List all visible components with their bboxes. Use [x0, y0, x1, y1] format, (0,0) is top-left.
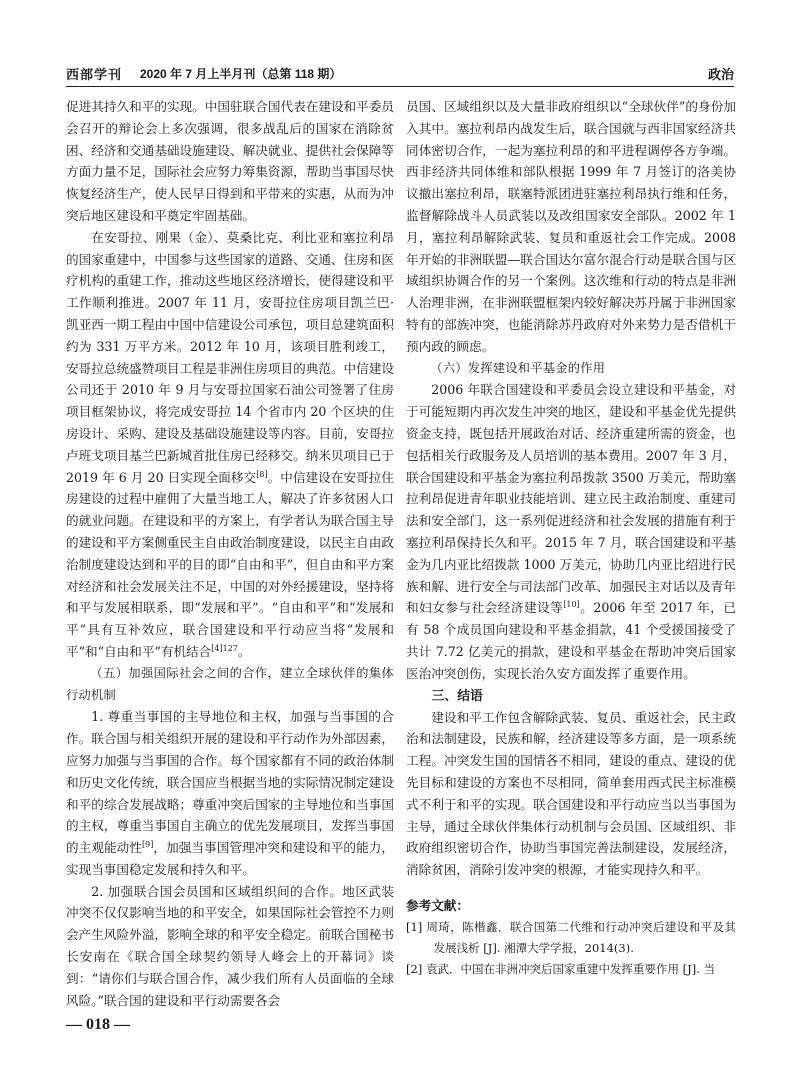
section-heading: 三、结语 [431, 687, 483, 703]
page-header [66, 62, 734, 86]
header-rule [66, 86, 734, 87]
paragraph: 1. 尊重当事国的主导地位和主权，加强与当事国的合作。联合国与相关组织开展的建设和平行动作为外部因素，应努力加强与当事国的合作。每个国家都有不同的政治体制和历史文化传统，联合国应当根据当地的实际情况制定建设和平的综合发展战略；尊重冲突后国家的主导地位和当事国的主权，尊重当事国自主确立的优先发展项目，发挥当事国的主观能动性[9]，加强当事国管理冲突和建设和平的能力，实现当事国稳定发展和持久和平。 [66, 709, 395, 877]
citation: [8] [256, 469, 268, 479]
page-number: — 018 — [66, 1016, 130, 1033]
issue-info: 2020 年 7 月上半月刊（总第 118 期） [140, 67, 342, 81]
paragraph: 2. 加强联合国会员国和区域组织间的合作。地区武装冲突不仅仅影响当地的和平安全，如果国际社会管控不力则会产生风险外溢，影响全球的和平安全稳定。前联合国秘书长安南在《联合国全球契约领导人峰会上的开幕词》谈到：“请你们与联合国合作，减少我们所有人员面临的全球风险。”联合国的建设和平行动需要各会 [66, 883, 394, 1008]
right-column [406, 96, 736, 980]
citation: [4]127 [211, 643, 238, 653]
citation: [10] [563, 600, 580, 610]
subsection-heading: （六）发挥建设和平基金的作用 [430, 360, 606, 375]
journal-name: 西部学刊 [66, 67, 123, 82]
left-column [66, 96, 394, 1011]
section-label: 政治 [707, 67, 734, 82]
paragraph: 员国、区域组织以及大量非政府组织以“全球伙伴”的身份加入其中。塞拉利昂内战发生后，联合国就与西非国家经济共同体密切合作，一起为塞拉利昂的和平进程调停各方争端。西非经济共同体维和部队根据 1999 年 7 月签订的洛美协议撤出塞拉利昂，联塞特派团进驻塞拉利昂执行维和任务，监督解除战斗人员武装以及改组国家安全部队。2002 年 1 月，塞拉利昂解除武装、复员和重返社会工作完成。2008 年开始的非洲联盟—联合国达尔富尔混合行动是联合国与区域组织协调合作的另一个案例。这次维和行动的特点是非洲人治理非洲，在非洲联盟框架内较好解决苏丹属于非洲国家特有的部族冲突，也能消除苏丹政府对外来势力是否借机干预内政的顾虑。 [406, 99, 736, 354]
paragraph: 建设和平工作包含解除武装、复员、重返社会，民主政治和法制建设，民族和解，经济建设等多方面，是一项系统工程。冲突发生国的国情各不相同，建设的重点、建设的优先目标和建设的方案也不尽相同，简单套用西式民主标准模式不利于和平的实现。联合国建设和平行动应当以当事国为主导，通过全球伙伴集体行动机制与会员国、区域组织、非政府组织密切合作，协助当事国完善法制建设，发展经济，消除贫困，消除引发冲突的根源，才能实现持久和平。 [406, 709, 736, 878]
reference-item: [1] 周琦，陈楷鑫．联合国第二代维和行动冲突后建设和平及其发展浅析 [J]. 湘潭大学学报，2014(3). [406, 919, 736, 955]
citation: [9] [142, 839, 154, 849]
paragraph: 2006 年联合国建设和平委员会设立建设和平基金，对于可能短期内再次发生冲突的地区，建设和平基金优先提供资金支持，既包括开展政治对话、经济重建所需的资金，也包括相关行政服务及人员培训的基本费用。2007 年 3 月，联合国建设和平基金为塞拉利昂拨款 3500 万美元，帮助塞拉利昂促进青年职业技能培训、建立民主政治制度、重建司法和安全部门，这一系列促进经济和社会发展的措施有利于塞拉利昂保持长久和平。2015 年 7 月，联合国建设和平基金为几内亚比绍拨款 1000 万美元，协助几内亚比绍进行民族和解、进行安全与司法部门改革、加强民主对话以及青年和妇女参与社会经济建设等[10]。2006 年至 2017 年，已有 58 个成员国向建设和平基金捐款，41 个受援国接受了共计 7.72 亿美元的捐款，建设和平基金在帮助冲突后国家医治冲突创伤，实现长治久安方面发挥了重要作用。 [406, 382, 736, 681]
references-title: 参考文献： [406, 898, 469, 913]
paragraph: 在安哥拉、刚果（金）、莫桑比克、利比亚和塞拉利昂的国家重建中，中国参与这些国家的道路、交通、住房和医疗机构的重建工作，推动这些地区经济增长，使得建设和平工作顺利推进。2007 年 11 月，安哥拉住房项目凯兰巴·凯亚西一期工程由中国中信建设公司承包，项目总建筑面积约为 331 万平方米。2012 年 10 月，该项目胜利竣工，安哥拉总统盛赞项目工程是非洲住房项目的典范。中信建设公司还于 2010 年 9 月与安哥拉国家石油公司签署了住房项目框架协议，将完成安哥拉 14 个省市内 20 个区块的住房设计、采购、建设及基础设施建设等内容。目前，安哥拉卢班戈项目基兰巴新城首批住房已经移交。纳米贝项目已于 2019 年 6 月 20 日实现全面移交[8]。中信建设在安哥拉住房建设的过程中雇佣了大量当地工人，解决了许多贫困人口的就业问题。在建设和平的方案上，有学者认为联合国主导的建设和平方案侧重民主自由政治制度建设，以民主自由政治制度建设达到和平的目的即“自由和平”，但自由和平方案对经济和社会发展关注不足，中国的对外经援建设，坚持将和平与发展相联系，即“发展和平”。“自由和平”和“发展和平”具有互补效应，联合国建设和平行动应当将“发展和平”和“自由和平”有机结合$^{[4]127}$。 [66, 229, 394, 659]
subsection-heading: （五）加强国际社会之间的合作，建立全球伙伴的集体行动机制 [66, 665, 394, 702]
reference-item: [2] 袁武．中国在非洲冲突后国家重建中发挥重要作用 [J]. 当 [406, 961, 715, 976]
paragraph: 促进其持久和平的实现。中国驻联合国代表在建设和平委员会召开的辩论会上多次强调，很多战乱后的国家在消除贫困、经济和交通基础设施建设、解决就业、提供社会保障等方面力量不足，国际社会应努力筹集资源，帮助当事国尽快恢复经济生产，使人民早日得到和平带来的实惠，从而为冲突后地区建设和平奠定牢固基础。 [66, 99, 394, 223]
